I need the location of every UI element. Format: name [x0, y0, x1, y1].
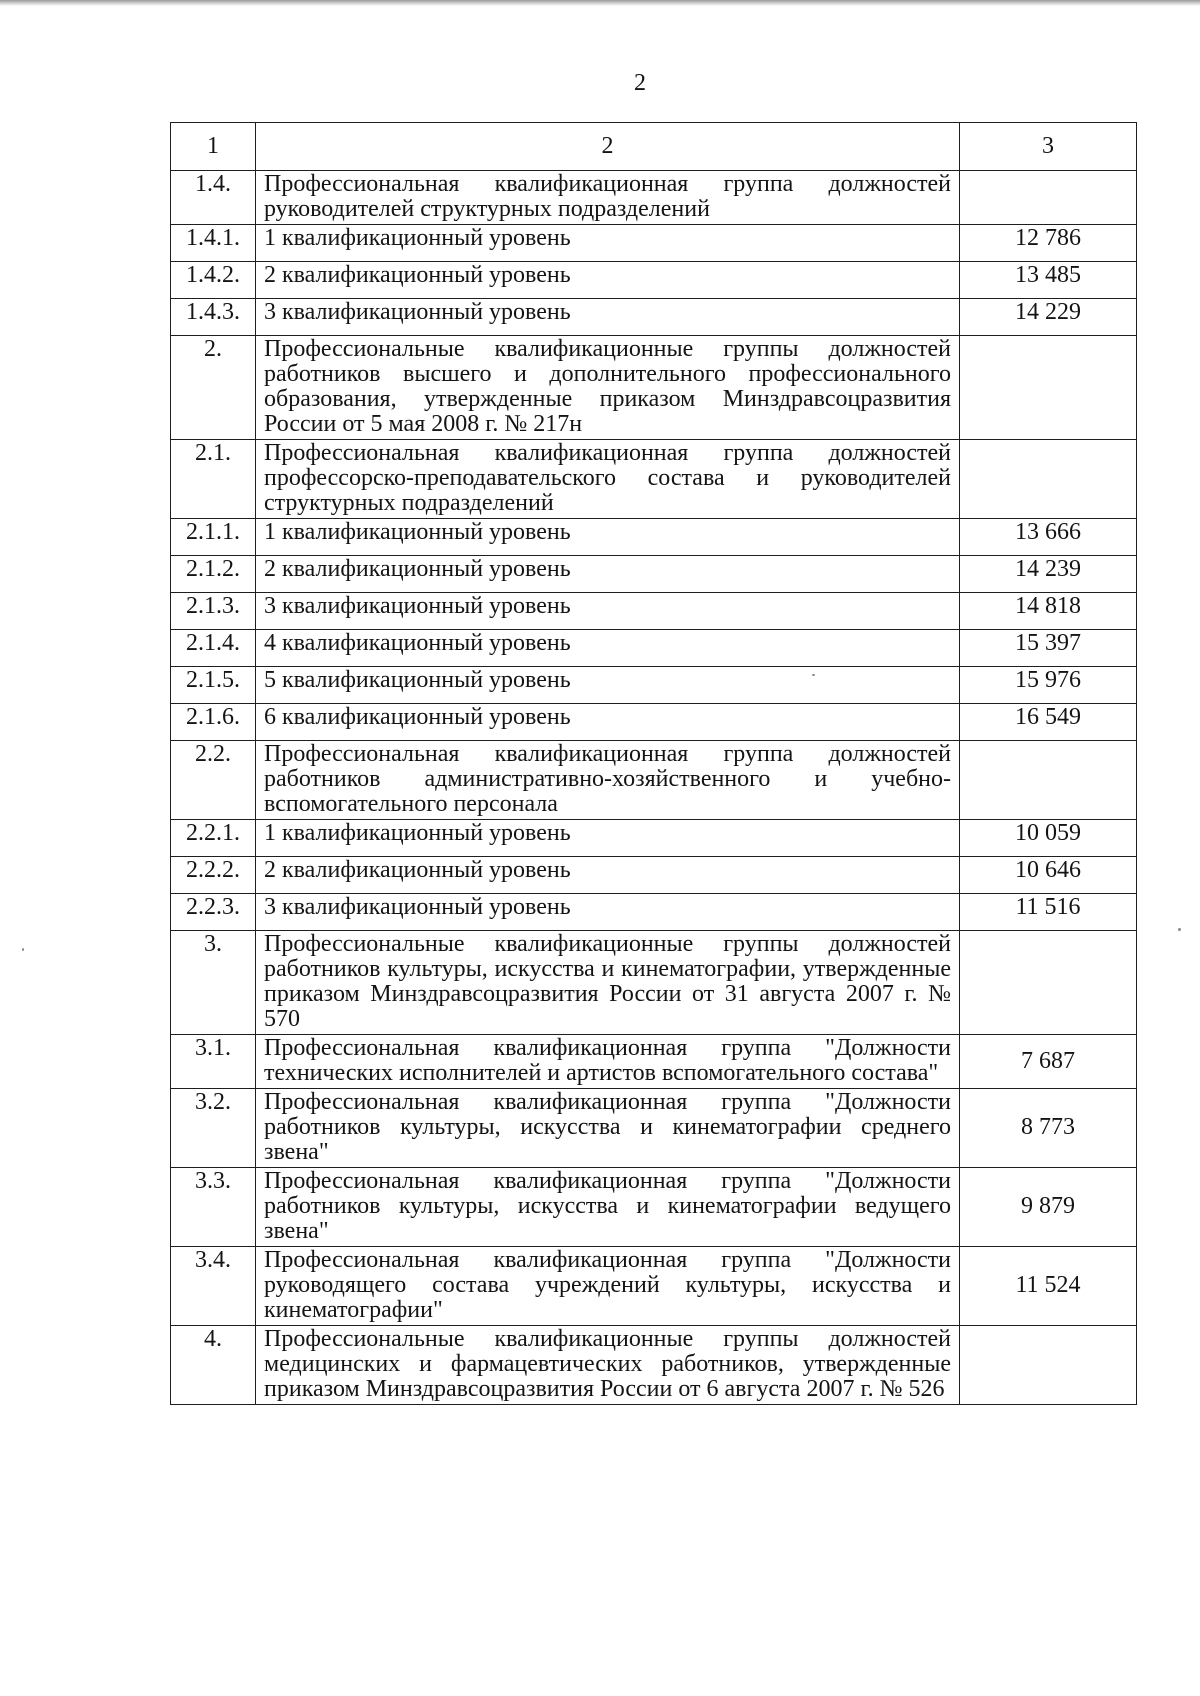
row-value-cell — [960, 741, 1137, 820]
table-row — [171, 1247, 1137, 1326]
row-name-cell: Профессиональные квалификационные группы должностей работников культуры, искусства и кинематографии, утвержденные приказом Минздравсоцразвития России от 31 августа 2007 г. № 570 — [256, 931, 960, 1035]
row-name-cell: 3 квалификационный уровень — [256, 894, 960, 931]
row-value-cell — [960, 1326, 1137, 1405]
table-row — [171, 857, 1137, 894]
row-value-cell: 14 229 — [960, 299, 1137, 336]
row-number-cell: 2.1.6. — [171, 704, 256, 741]
row-value-cell: 13 485 — [960, 262, 1137, 299]
row-value-cell: 15 976 — [960, 667, 1137, 704]
page-number: 2 — [634, 70, 646, 96]
row-value-cell: 10 646 — [960, 857, 1137, 894]
row-value-cell: 11 524 — [960, 1247, 1137, 1326]
row-name-cell: 6 квалификационный уровень — [256, 704, 960, 741]
table-row — [171, 519, 1137, 556]
table-header — [171, 123, 1137, 171]
table-row — [171, 1326, 1137, 1405]
table-row — [171, 556, 1137, 593]
row-name-cell: Профессиональная квалификационная группа "Должности руководящего состава учреждений культуры, искусства и кинематографии" — [256, 1247, 960, 1326]
table-row — [171, 704, 1137, 741]
table-body — [171, 171, 1137, 1405]
table-row — [171, 225, 1137, 262]
table-row — [171, 630, 1137, 667]
salary-table-container — [170, 122, 1136, 1405]
row-value-cell: 10 059 — [960, 820, 1137, 857]
table-row — [171, 262, 1137, 299]
table-row — [171, 894, 1137, 931]
row-number-cell: 2.2.1. — [171, 820, 256, 857]
row-value-cell: 14 818 — [960, 593, 1137, 630]
row-value-cell: 11 516 — [960, 894, 1137, 931]
row-number-cell: 2.2.3. — [171, 894, 256, 931]
row-value-cell: 15 397 — [960, 630, 1137, 667]
row-name-cell: 2 квалификационный уровень — [256, 262, 960, 299]
row-name-cell: 1 квалификационный уровень — [256, 519, 960, 556]
row-value-cell: 12 786 — [960, 225, 1137, 262]
table-row — [171, 593, 1137, 630]
row-name-cell: Профессиональные квалификационные группы должностей работников высшего и дополнительного профессионального образования, утвержденные приказом Минздравсоцразвития России от 5 мая 2008 г. № 217н — [256, 336, 960, 440]
scan-speck — [812, 674, 815, 676]
row-name-cell: 1 квалификационный уровень — [256, 225, 960, 262]
row-name-cell: 2 квалификационный уровень — [256, 857, 960, 894]
row-number-cell: 1.4.3. — [171, 299, 256, 336]
row-number-cell: 3.1. — [171, 1035, 256, 1089]
table-row — [171, 171, 1137, 225]
table-row — [171, 440, 1137, 519]
row-number-cell: 2. — [171, 336, 256, 440]
row-name-cell: 3 квалификационный уровень — [256, 593, 960, 630]
row-number-cell: 2.1.5. — [171, 667, 256, 704]
row-number-cell: 3. — [171, 931, 256, 1035]
row-number-cell: 3.3. — [171, 1168, 256, 1247]
row-value-cell: 13 666 — [960, 519, 1137, 556]
header-cell-number: 1 — [171, 123, 256, 171]
row-name-cell: 2 квалификационный уровень — [256, 556, 960, 593]
row-number-cell: 1.4.2. — [171, 262, 256, 299]
table-row — [171, 931, 1137, 1035]
header-cell-value: 3 — [960, 123, 1137, 171]
salary-table — [170, 122, 1137, 1405]
row-value-cell — [960, 171, 1137, 225]
row-number-cell: 2.1.3. — [171, 593, 256, 630]
table-row — [171, 741, 1137, 820]
header-cell-name: 2 — [256, 123, 960, 171]
row-value-cell: 7 687 — [960, 1035, 1137, 1089]
header-row — [171, 123, 1137, 171]
table-row — [171, 1035, 1137, 1089]
row-number-cell: 2.1.1. — [171, 519, 256, 556]
row-value-cell: 16 549 — [960, 704, 1137, 741]
table-row — [171, 1168, 1137, 1247]
row-number-cell: 1.4.1. — [171, 225, 256, 262]
row-name-cell: 3 квалификационный уровень — [256, 299, 960, 336]
table-row — [171, 1089, 1137, 1168]
row-number-cell: 1.4. — [171, 171, 256, 225]
row-name-cell: Профессиональная квалификационная группа должностей руководителей структурных подразделений — [256, 171, 960, 225]
row-name-cell: Профессиональная квалификационная группа "Должности работников культуры, искусства и кинематографии среднего звена" — [256, 1089, 960, 1168]
row-name-cell: 1 квалификационный уровень — [256, 820, 960, 857]
row-value-cell: 8 773 — [960, 1089, 1137, 1168]
table-row — [171, 336, 1137, 440]
row-number-cell: 2.1.4. — [171, 630, 256, 667]
scan-edge-shadow — [0, 0, 1200, 6]
row-name-cell: Профессиональная квалификационная группа "Должности работников культуры, искусства и кинематографии ведущего звена" — [256, 1168, 960, 1247]
row-name-cell: 5 квалификационный уровень — [256, 667, 960, 704]
row-number-cell: 4. — [171, 1326, 256, 1405]
row-value-cell — [960, 440, 1137, 519]
scan-speck — [22, 948, 24, 951]
table-row — [171, 667, 1137, 704]
table-row — [171, 299, 1137, 336]
row-value-cell — [960, 336, 1137, 440]
row-number-cell: 2.2.2. — [171, 857, 256, 894]
row-value-cell: 14 239 — [960, 556, 1137, 593]
row-number-cell: 2.1. — [171, 440, 256, 519]
row-number-cell: 3.4. — [171, 1247, 256, 1326]
row-number-cell: 2.1.2. — [171, 556, 256, 593]
scan-speck — [1178, 928, 1181, 931]
row-name-cell: Профессиональные квалификационные группы должностей медицинских и фармацевтических работников, утвержденные приказом Минздравсоцразвития России от 6 августа 2007 г. № 526 — [256, 1326, 960, 1405]
row-name-cell: Профессиональная квалификационная группа "Должности технических исполнителей и артистов вспомогательного состава" — [256, 1035, 960, 1089]
row-number-cell: 3.2. — [171, 1089, 256, 1168]
row-name-cell: Профессиональная квалификационная группа должностей работников административно-хозяйственного и учебно-вспомогательного персонала — [256, 741, 960, 820]
row-value-cell — [960, 931, 1137, 1035]
row-name-cell: 4 квалификационный уровень — [256, 630, 960, 667]
row-number-cell: 2.2. — [171, 741, 256, 820]
row-name-cell: Профессиональная квалификационная группа должностей профессорско-преподавательского состава и руководителей структурных подразделений — [256, 440, 960, 519]
row-value-cell: 9 879 — [960, 1168, 1137, 1247]
table-row — [171, 820, 1137, 857]
